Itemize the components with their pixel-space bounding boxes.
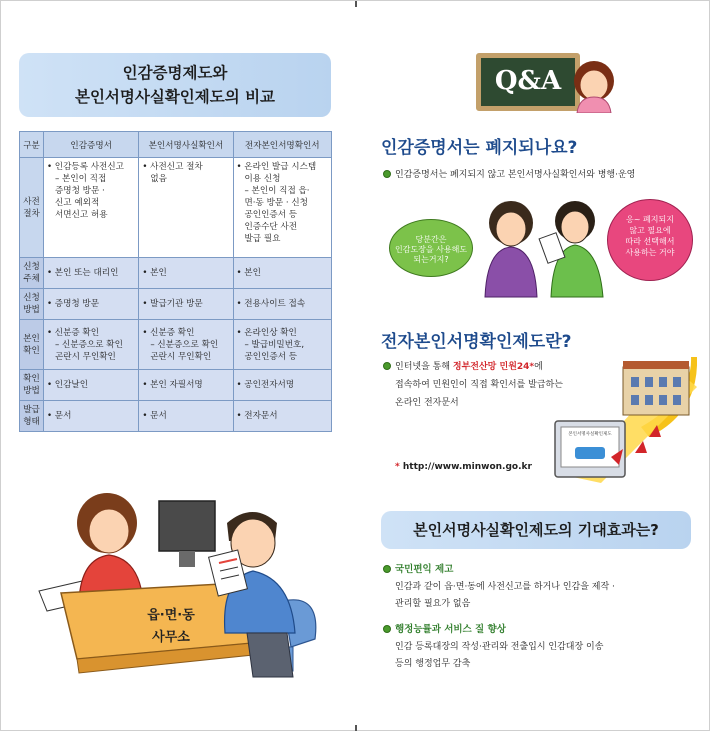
comparison-table [19,131,332,432]
cell-text-line: • 인감등록 사전신고 [47,162,124,172]
cell-text-line: – 신분증으로 확인 [150,339,219,350]
table-row [20,258,332,289]
qa-chalkboard: Q&A [476,53,580,111]
cell-text-line: 서면신고 허용 [55,210,108,220]
row-label-line: 주체 [23,274,40,284]
question1-answer [383,167,635,180]
effect2-heading [383,621,506,635]
building-shape [623,367,689,415]
cell-text-line: • 신분증 확인 [47,327,100,338]
cell-text-line: • 발급기관 방문 [142,299,203,309]
cell-text-line: 공인인증서 등 [244,351,298,362]
bubble-answer-line: 응~ 폐지되지 [626,215,674,224]
table-cell [44,320,139,370]
cell-text-line: 면·동 방문 · 신청 [244,198,308,208]
effect2-title: 행정능률과 서비스 질 향상 [395,624,506,635]
bubble-question-line: 인감도장을 사용해도 [394,245,468,254]
cell-text-line: 이용 신청 [244,174,281,184]
minwon-url [395,462,532,472]
table-row [20,158,332,258]
green-bullet-icon [383,170,391,178]
table-cell [233,370,332,401]
row-label-line: 확인 [23,374,40,384]
url-star: * [395,462,400,472]
screen-label: 본인서명사실확인제도 [568,432,612,437]
office-desk-sign [121,593,221,657]
fold-mark-top [355,1,357,7]
cell-text-line: 인증수단 사전 [244,222,298,232]
table-cell [139,320,233,370]
comparison-title-banner [19,53,331,117]
clerk-face [89,509,129,553]
table-header-cell: 본인서명사실확인서 [139,132,233,158]
cell-text-line: • 본인 또는 대리인 [47,268,119,278]
question2-answer-line2: 접속하여 민원인이 직접 확인서를 발급하는 [395,380,563,390]
bubble-answer-line: 따라 선택해서 [625,237,675,246]
cell-text-line: • 문서 [47,411,72,421]
cell-text-line: – 본인이 직접 읍· [244,186,310,196]
table-row-label [20,289,44,320]
table-row-label [20,401,44,432]
cell-text-line: – 본인이 직접 [55,174,107,184]
bubble-answer-line: 않고 필요에 [629,226,671,235]
cell-text-line: • 본인 자필서명 [142,380,203,390]
green-bullet-icon [383,362,391,370]
row-label-line: 방법 [23,386,40,396]
cell-text-line: • 본인 [142,268,167,278]
speech-bubble-question [389,219,473,277]
cell-text-line: • 증명청 방문 [47,299,100,309]
speech-bubble-answer [607,199,693,281]
table-row [20,401,332,432]
effect1-title: 국민편익 제고 [395,564,454,575]
online-service-illustration [553,357,697,489]
table-cell [44,401,139,432]
table-row [20,370,332,401]
green-bullet-icon [383,625,391,633]
table-cell [44,370,139,401]
row-label-line: 절차 [23,208,40,219]
table-cell [233,258,332,289]
row-label-line: 본인 [23,333,40,344]
question2-answer-line1 [383,359,543,372]
table-row-label [20,158,44,258]
cell-text-line: • 전자문서 [236,411,278,421]
two-girls-illustration [471,197,611,303]
effect1-heading [383,561,453,575]
effect1-line1: 인감과 같이 읍·면·동에 사전신고를 하거나 인감을 제작 · [395,582,615,592]
bubble-question-line: 당분간은 [415,235,447,244]
effect2-line1: 인감 등록대장의 작성·관리와 전출입시 인감대장 이송 [395,642,604,652]
row-label-line: 방법 [23,305,40,315]
table-header-cell: 구분 [20,132,44,158]
monitor-stand [179,551,195,567]
cell-text-line: • 온라인상 확인 [236,327,297,338]
cell-text-line: 곤란시 무인확인 [55,351,116,362]
cell-text-line: • 온라인 발급 시스템 [236,162,317,172]
cell-text-line: – 신분증으로 확인 [55,339,123,350]
cell-text-line: 신고 예외적 [55,198,100,208]
row-label-line: 신청 [23,262,40,272]
cell-text-line: 공인인증서 등 [244,210,298,220]
table-cell [139,158,233,258]
screen-button [575,447,605,459]
row-label-line: 형태 [23,417,40,427]
effect2-line2: 등의 행정업무 감축 [395,659,471,669]
minwon24-highlight: 정부전산망 민원24* [452,362,535,372]
cell-text-line: • 본인 [236,268,261,278]
bubble-question-line: 되는거지? [413,255,449,264]
row-label-line: 신청 [23,293,40,303]
comparison-title-line1: 인감증명제도와 [122,64,228,82]
expected-effects-title: 본인서명사실확인제도의 기대효과는? [381,511,691,549]
table-cell [44,158,139,258]
table-row-label [20,370,44,401]
table-cell [139,258,233,289]
cell-text-line: 발급 필요 [244,234,281,244]
question2-title: 전자본인서명확인제도란? [381,332,572,352]
office-sign-line1: 읍·면·동 [147,608,195,623]
cell-text-line: • 신분증 확인 [142,327,195,338]
cell-text-line: 곤란시 무인확인 [150,351,212,362]
row-label-line: 발급 [23,405,40,415]
cell-text-line: • 인감날인 [47,380,89,390]
teacher-girl-icon [569,57,619,113]
table-cell [139,370,233,401]
comparison-title-line2: 본인서명사실확인제도의 비교 [74,88,276,106]
row-label-line: 확인 [23,345,40,356]
table-row [20,289,332,320]
table-header-cell: 전자본인서명확인서 [233,132,332,158]
building-roof [623,361,689,369]
cell-text-line: • 전용사이트 접속 [236,299,306,309]
monitor-shape [159,501,215,551]
table-cell [233,158,332,258]
table-row-label [20,320,44,370]
cell-text-line: 없음 [150,174,167,184]
table-header-row [20,132,332,158]
green-bullet-icon [383,565,391,573]
table-cell [233,401,332,432]
office-sign-line2: 사무소 [152,630,190,645]
question2-answer-line3: 온라인 전자문서 [395,398,459,408]
question1-answer-text: 인감증명서는 폐지되지 않고 본인서명사실확인서와 병행·운영 [395,170,636,180]
table-header-cell: 인감증명서 [44,132,139,158]
table-cell [139,289,233,320]
question1-title: 인감증명서는 폐지되나요? [381,138,578,158]
cell-text-line: • 공인전자서명 [236,380,295,390]
table-cell [233,289,332,320]
url-text: http://www.minwon.go.kr [402,462,532,472]
office-illustration [21,483,331,683]
cell-text-line: 증명청 방문 · [55,186,105,196]
row-label-line: 사전 [23,196,40,207]
table-row [20,320,332,370]
table-cell [233,320,332,370]
cell-text-line: • 문서 [142,411,167,421]
effect1-line2: 관리할 필요가 없음 [395,599,471,609]
table-cell [44,289,139,320]
table-row-label [20,258,44,289]
question2-line1-post: 에 [534,362,543,372]
cell-text-line: – 발급비밀번호, [244,339,305,350]
cell-text-line: • 사전신고 절차 [142,162,203,172]
table-cell [139,401,233,432]
fold-mark-bottom [355,725,357,731]
visitor-legs [247,633,293,677]
table-cell [44,258,139,289]
bubble-answer-line: 사용하는 거야 [625,248,675,257]
question2-line1-pre: 인터넷을 통해 [395,362,453,372]
